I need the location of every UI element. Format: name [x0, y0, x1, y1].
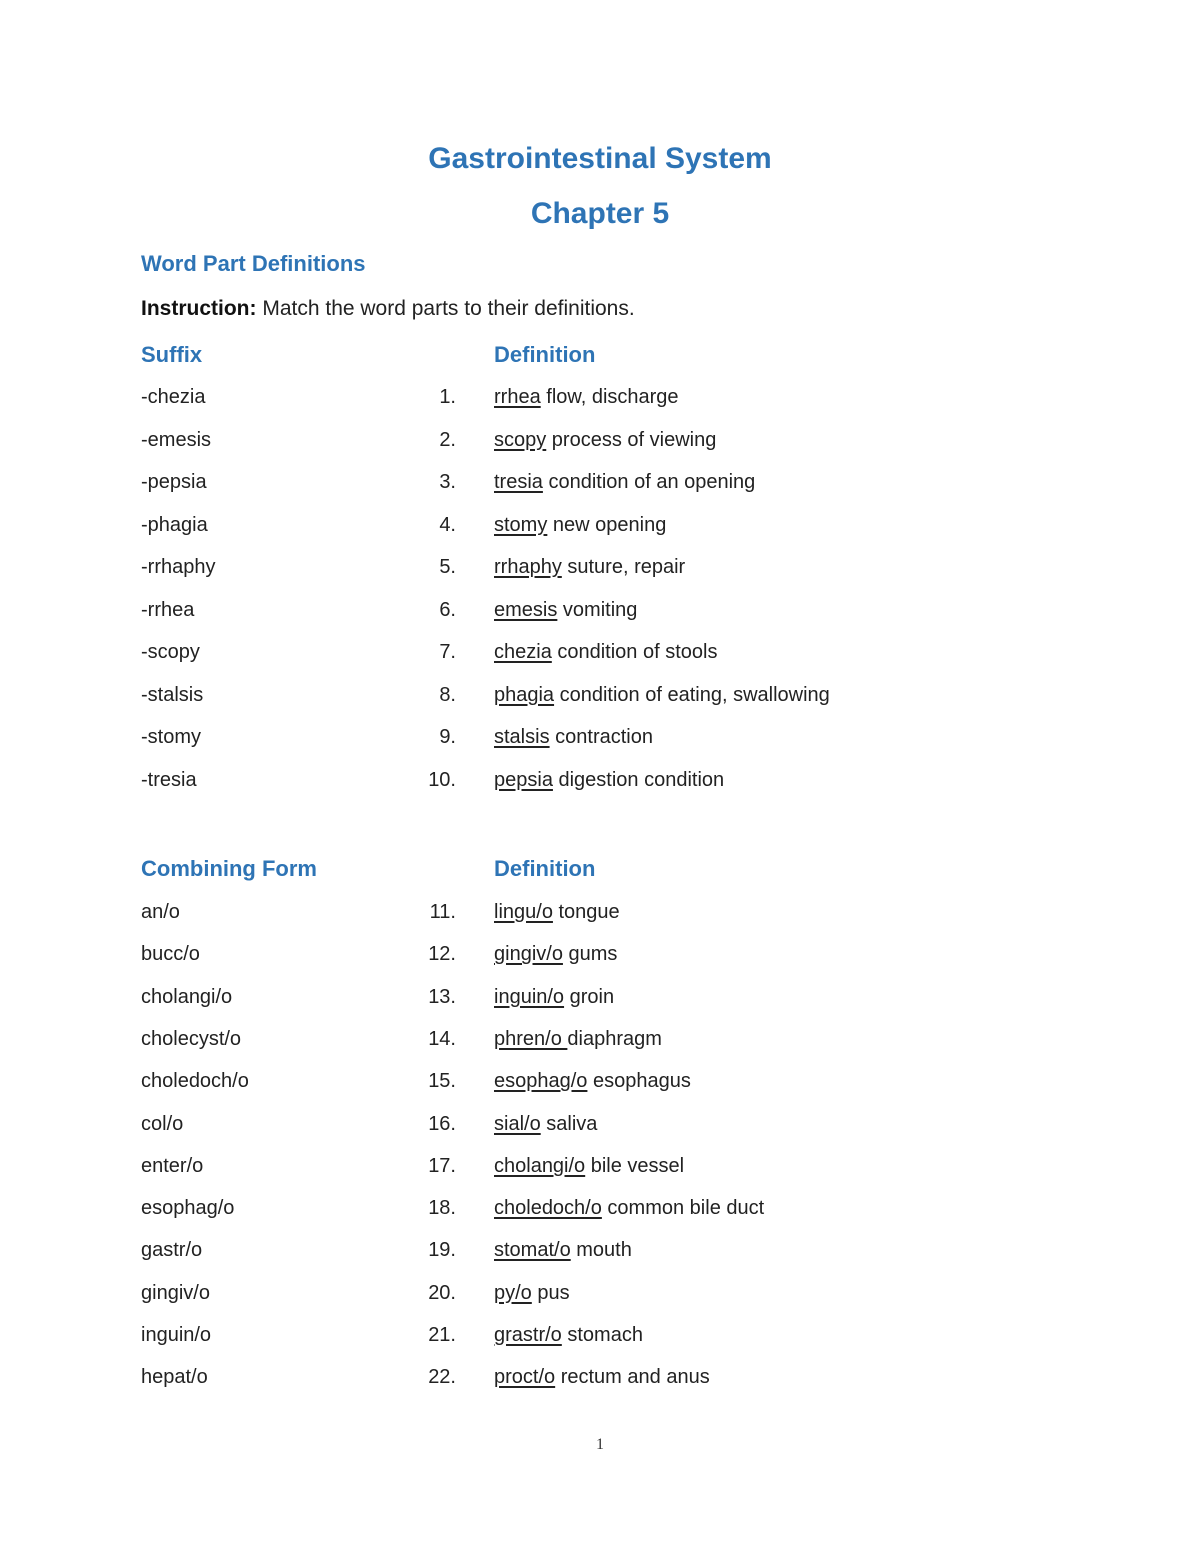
answer-blank: stomat/o	[494, 1239, 571, 1262]
table-row	[0, 1155, 1200, 1185]
table-row	[0, 769, 1200, 799]
combining-definition-column-header: Definition	[494, 856, 596, 881]
word-part-term: -chezia	[141, 386, 206, 408]
definition-text: condition of an opening	[542, 471, 756, 493]
word-part-term: cholangi/o	[141, 985, 233, 1008]
definition-entry	[494, 986, 614, 1009]
definition-text: mouth	[570, 1239, 632, 1262]
section-heading: Word Part Definitions	[141, 251, 366, 276]
item-number: 16.	[428, 1112, 456, 1135]
item-number: 19.	[428, 1239, 456, 1262]
item-number: 1.	[439, 386, 456, 408]
word-part-term: col/o	[141, 1112, 184, 1135]
answer-blank: choledoch/o	[494, 1197, 602, 1220]
word-part-term: gastr/o	[141, 1239, 203, 1262]
definition-text: diaphragm	[567, 1027, 662, 1050]
definition-entry	[494, 1028, 662, 1051]
word-part-term: cholecyst/o	[141, 1027, 242, 1050]
word-part-term: -phagia	[141, 513, 208, 536]
definition-text: esophagus	[587, 1070, 691, 1093]
item-number: 22.	[428, 1366, 456, 1389]
item-number: 12.	[428, 943, 456, 966]
table-row	[0, 386, 1200, 416]
item-number: 6.	[439, 598, 456, 621]
definition-entry	[494, 1366, 710, 1389]
word-part-term: bucc/o	[141, 943, 200, 966]
answer-blank: sial/o	[494, 1112, 541, 1135]
definition-entry	[494, 1113, 597, 1136]
definition-entry	[494, 901, 620, 924]
definition-text: flow, discharge	[540, 386, 679, 408]
table-row	[0, 1282, 1200, 1312]
definition-entry	[494, 1324, 643, 1347]
item-number: 21.	[428, 1324, 456, 1346]
definition-entry	[494, 1197, 764, 1220]
definition-text: groin	[564, 985, 615, 1008]
item-number: 18.	[428, 1197, 456, 1220]
answer-blank: phagia	[494, 683, 555, 706]
definition-entry	[494, 386, 679, 409]
table-row	[0, 429, 1200, 459]
item-number: 11.	[429, 901, 456, 923]
suffix-column-header: Suffix	[141, 342, 203, 367]
answer-blank: proct/o	[494, 1366, 556, 1389]
definition-text: contraction	[549, 726, 653, 748]
word-part-term: -stalsis	[141, 683, 204, 706]
answer-blank: scopy	[494, 428, 547, 451]
instruction-text: Match the word parts to their definitions.	[256, 297, 635, 320]
definition-text: bile vessel	[585, 1154, 685, 1177]
combining-form-column-header: Combining Form	[141, 856, 317, 881]
answer-blank: rrhaphy	[494, 556, 562, 578]
item-number: 9.	[439, 726, 456, 748]
answer-blank: esophag/o	[494, 1070, 588, 1093]
definition-entry	[494, 471, 755, 494]
word-part-term: esophag/o	[141, 1197, 235, 1220]
item-number: 2.	[439, 428, 456, 451]
word-part-term: hepat/o	[141, 1366, 208, 1389]
item-number: 14.	[428, 1027, 456, 1050]
item-number: 17.	[428, 1154, 456, 1177]
definition-entry	[494, 684, 830, 707]
definition-text: new opening	[547, 513, 667, 536]
answer-blank: pepsia	[494, 768, 553, 791]
answer-blank: stomy	[494, 513, 548, 536]
table-row	[0, 1197, 1200, 1227]
table-row	[0, 1070, 1200, 1100]
word-part-term: -pepsia	[141, 471, 207, 493]
definition-entry	[494, 1155, 684, 1178]
definition-text: tongue	[552, 901, 620, 923]
definition-text: pus	[531, 1281, 570, 1304]
word-part-term: gingiv/o	[141, 1281, 210, 1304]
table-row	[0, 556, 1200, 586]
table-row	[0, 1366, 1200, 1396]
word-part-term: an/o	[141, 901, 180, 923]
item-number: 3.	[439, 471, 456, 493]
definition-entry	[494, 769, 724, 792]
definition-text: suture, repair	[561, 556, 686, 578]
answer-blank: stalsis	[494, 726, 550, 748]
item-number: 13.	[428, 985, 456, 1008]
definition-text: gums	[562, 943, 618, 966]
word-part-term: -stomy	[141, 726, 201, 748]
item-number: 10.	[428, 768, 456, 791]
definition-entry	[494, 726, 653, 749]
answer-blank: grastr/o	[494, 1324, 562, 1346]
definition-entry	[494, 599, 637, 622]
definition-entry	[494, 1239, 632, 1262]
item-number: 7.	[439, 641, 456, 663]
table-row	[0, 943, 1200, 973]
word-part-term: inguin/o	[141, 1324, 212, 1346]
definition-text: condition of eating, swallowing	[554, 683, 830, 706]
instruction-label: Instruction:	[141, 297, 257, 320]
page-number: 1	[596, 1436, 604, 1453]
table-row	[0, 514, 1200, 544]
word-part-term: -rrhea	[141, 598, 195, 621]
answer-blank: lingu/o	[494, 901, 553, 923]
item-number: 20.	[428, 1281, 456, 1304]
word-part-term: choledoch/o	[141, 1070, 249, 1093]
item-number: 5.	[439, 556, 456, 578]
definition-text: digestion condition	[552, 768, 725, 791]
answer-blank: inguin/o	[494, 985, 565, 1008]
word-part-term: enter/o	[141, 1154, 204, 1177]
word-part-term: -rrhaphy	[141, 556, 216, 578]
answer-blank: phren/o	[494, 1027, 568, 1050]
definition-entry	[494, 556, 685, 579]
definition-entry	[494, 429, 716, 452]
definition-entry	[494, 641, 717, 664]
table-row	[0, 1028, 1200, 1058]
table-row	[0, 471, 1200, 501]
answer-blank: rrhea	[494, 386, 541, 408]
definition-entry	[494, 943, 617, 966]
definition-entry	[494, 1070, 691, 1093]
table-row	[0, 684, 1200, 714]
item-number: 15.	[428, 1070, 456, 1093]
word-part-term: -scopy	[141, 641, 200, 663]
table-row	[0, 599, 1200, 629]
item-number: 8.	[439, 683, 456, 706]
table-row	[0, 1324, 1200, 1354]
answer-blank: gingiv/o	[494, 943, 563, 966]
definition-text: rectum and anus	[555, 1366, 710, 1389]
definition-entry	[494, 514, 666, 537]
table-row	[0, 901, 1200, 931]
word-part-term: -tresia	[141, 768, 197, 791]
chapter-title: Chapter 5	[530, 197, 670, 230]
answer-blank: chezia	[494, 641, 552, 663]
instruction	[141, 297, 635, 321]
definition-text: stomach	[561, 1324, 643, 1346]
suffix-definition-column-header: Definition	[494, 342, 596, 367]
definition-text: common bile duct	[601, 1197, 765, 1220]
table-row	[0, 986, 1200, 1016]
answer-blank: tresia	[494, 471, 543, 493]
answer-blank: py/o	[494, 1281, 532, 1304]
document-title: Gastrointestinal System	[428, 142, 772, 175]
definition-text: process of viewing	[546, 428, 717, 451]
answer-blank: emesis	[494, 598, 558, 621]
table-row	[0, 726, 1200, 756]
definition-text: condition of stools	[551, 641, 718, 663]
table-row	[0, 1113, 1200, 1143]
table-row	[0, 641, 1200, 671]
table-row	[0, 1239, 1200, 1269]
answer-blank: cholangi/o	[494, 1154, 586, 1177]
definition-entry	[494, 1282, 570, 1305]
definition-text: vomiting	[557, 598, 638, 621]
item-number: 4.	[439, 513, 456, 536]
word-part-term: -emesis	[141, 428, 212, 451]
definition-text: saliva	[540, 1112, 598, 1135]
